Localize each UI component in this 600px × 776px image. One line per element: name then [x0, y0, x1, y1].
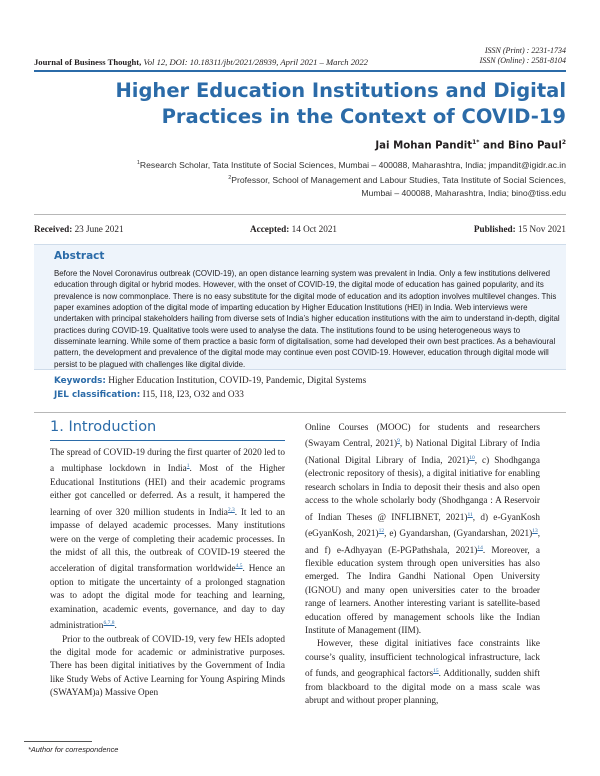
paragraph: Online Courses (MOOC) for students and researchers (Swayam Central, 2021)$^9$, b) National Digital Library of India (National Digital Library of India, 2021)$^{10}$, c) Shodhganga (electronic repository of thesis), a digital initiative for enabling research scholars in India to deposit their thesis and also open access to the whole scholarly body (Shodhganga : A Reservoir of Indian Theses @ INFLIBNET, 2021)$^{11}$, d) e-GyanKosh (eGyanKosh, 2021)$^{12}$, e) Gyandarshan, (Gyandarshan, 2021)$^{13}$, and f) e-Adhyayan (E-PGPathshala, 2021)$^{14}$. Moreover, a flexible education system through open universities has also emerged. The Indira Gandhi National Open University (IGNOU) and many open universities cater to the broader range of learners. Another interesting variant is satellite-based education offered by management schools like the Indian Institute of Management (IIM). [305, 423, 541, 637]
abstract-box [34, 244, 566, 370]
jel-label: JEL classification: [54, 390, 141, 400]
keywords-line [54, 376, 366, 386]
issn-online: ISSN (Online) : 2581-8104 [479, 56, 566, 65]
issn-print: ISSN (Print) : 2231-1734 [484, 46, 566, 55]
affiliation-1: $^1$Research Scholar, Tata Institute of Social Sciences, Mumbai – 400088, Maharashtra, India; jmpandit@igidr.ac.in [136, 159, 566, 170]
citation-link[interactable]: 11 [467, 511, 473, 518]
citation-link[interactable]: 4,5 [235, 563, 243, 570]
citation-link[interactable]: 2,3 [227, 506, 235, 513]
abstract-text: Before the Novel Coronavirus outbreak (COVID-19), an open distance learning system was prevalent in India. Only a few institutions delivered education through digital or hybrid modes. However, with the onset of COVID-19, the digital mode of education has gained popularity, and its prevalence is now commonplace. There is no easy substitute for the digital mode of education and its adoption involves multilevel changes. This paper examines adoption of the digital mode of imparting education by Higher Education Institutions (HEI) in India. Web interviews were undertaken with principal stakeholders hailing from diverse sets of India’s higher education institutions with the aim to understand in-depth, digital practices during COVID-19. Qualitative tools were used to analyse the data. The institutions found to be using heterogeneous ways to disseminate learning. While some of them practice a basic form of digitalisation, some had developed their own best practices. As a behavioural pattern, the development and prevalence of the digital mode may continue even post COVID-19. However, education through digital mode will persist to be plagued with challenges like digital divide. [54, 269, 560, 369]
citation-link[interactable]: 13 [532, 528, 538, 535]
abstract-heading: Abstract [54, 250, 105, 262]
body-column-right [305, 422, 540, 709]
keywords-divider [34, 412, 566, 413]
citation-link[interactable]: 9 [397, 438, 400, 445]
affiliation-2-cont: Mumbai – 400088, Maharashtra, India; bino@tiss.edu [361, 187, 566, 198]
article-dates [34, 224, 566, 238]
running-head [34, 48, 566, 70]
body-column-left [50, 447, 285, 701]
affiliation-2: $^2$Professor, School of Management and Labour Studies, Tata Institute of Social Sciences, [228, 174, 566, 185]
citation-link[interactable]: 15 [433, 668, 439, 675]
keywords-text: Higher Education Institution, COVID-19, Pandemic, Digital Systems [105, 376, 367, 386]
author-1: Jai Mohan Pandit [375, 140, 473, 152]
journal-citation: Journal of Business Thought, Vol 12, DOI: 10.18311/jbt/2021/28939, April 2021 – March 2022 [34, 57, 368, 67]
header-divider [34, 70, 566, 72]
published-date: Published: 15 Nov 2021 [473, 224, 566, 234]
citation-link[interactable]: 1 [186, 463, 190, 470]
section-heading: 1. Introduction [50, 419, 157, 435]
citation-link[interactable]: 14 [477, 544, 483, 551]
jel-text: I15, I18, I23, O32 and O33 [140, 390, 244, 400]
accepted-date: Accepted: 14 Oct 2021 [250, 224, 338, 234]
keywords-label: Keywords: [54, 376, 106, 386]
jel-line [54, 390, 244, 400]
citation-link[interactable]: 12 [378, 528, 385, 535]
author-line: Jai Mohan Pandit$^{1*}$ and Bino Paul$^2$ [375, 139, 566, 152]
paragraph: However, these digital initiatives face constraints like course’s quality, insufficient technological infrastructure, lack of funds, and geographical factors$^{15}$. Additionally, sudden shift from blackboard to the digital mode on a mass scale was abrupt and without proper planning, [305, 639, 540, 707]
dates-divider [34, 214, 566, 215]
issn-block [480, 46, 566, 66]
paragraph: Prior to the outbreak of COVID-19, very few HEIs adopted the digital mode for academic or administrative purposes. There has been digital initiatives by the Government of India like Study Webs of Active Learning for Young Aspiring Minds (SWAYAM)a) Massive Open [50, 634, 285, 699]
received-date: Received: 23 June 2021 [34, 224, 124, 234]
section-heading-rule [50, 440, 285, 441]
citation-link[interactable]: 6,7,8 [103, 620, 115, 627]
correspondence-footnote: *Author for correspondence [28, 745, 119, 754]
footnote-divider [24, 741, 92, 742]
paragraph: The spread of COVID-19 during the first quarter of 2020 led to a multiphase lockdown in India$^1$. Most of the Higher Educational Institutions (HEI) and their academic programs either got cancelled or deferred. As a result, it hampered the learning of over 320 million students in India$^{2,3}$. It led to an impasse of delayed academic processes. Many institutions were on the verge of completing their academic processes. In the midst of all this, the outbreak of COVID-19 steered the acceleration of digital transformation worldwide$^{4,5}$. Hence an option to mitigate the uncertainty of a prolonged stagnation was to adopt the digital mode for teaching and learning, examination, academic events, governance, and day to day administration$^{6,7,8}$. [50, 448, 285, 632]
citation-link[interactable]: 10 [469, 454, 475, 461]
author-2: Bino Paul [507, 140, 562, 152]
affiliations [46, 157, 566, 200]
article-title: Higher Education Institutions and Digital Practices in the Context of COVID-19 [115, 79, 566, 128]
